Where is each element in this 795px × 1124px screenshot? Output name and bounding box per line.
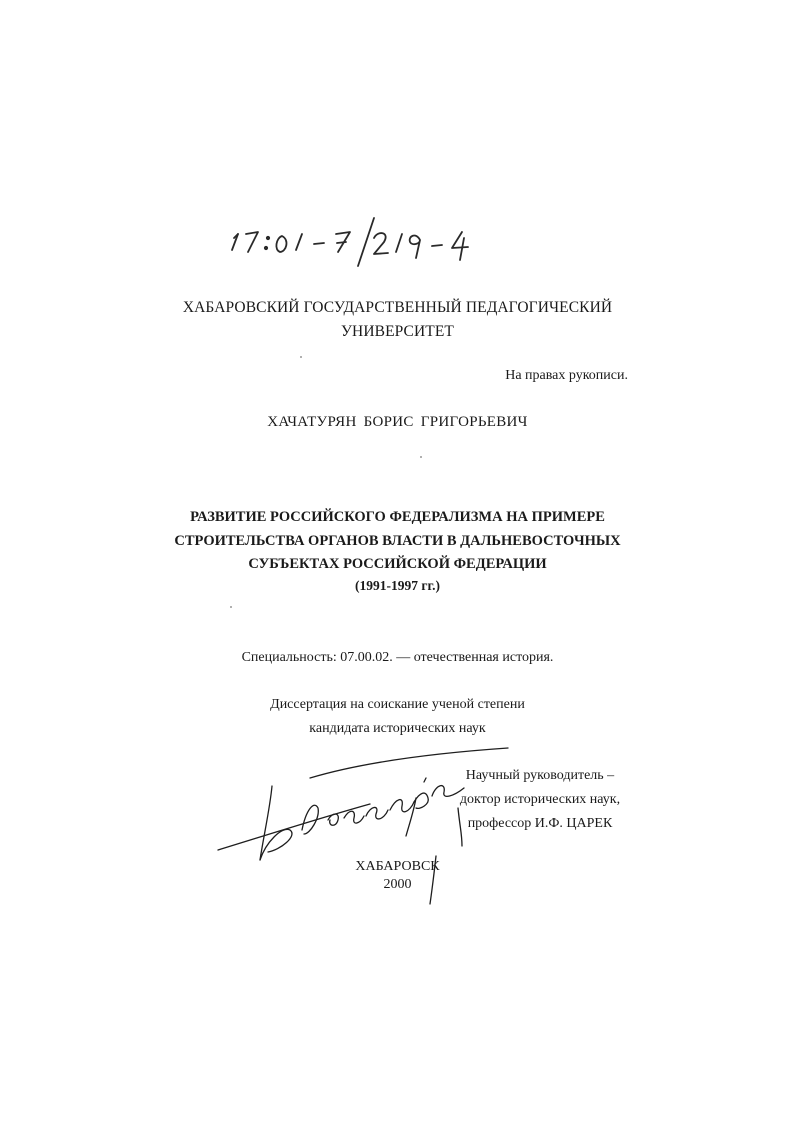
- scan-speck: [300, 356, 302, 358]
- title-line-1: РАЗВИТИЕ РОССИЙСКОГО ФЕДЕРАЛИЗМА НА ПРИМЕРЕ: [190, 509, 605, 525]
- university-name: [0, 296, 795, 344]
- supervisor-line-1: Научный руководитель –: [465, 768, 615, 783]
- degree-line-2: кандидата исторических наук: [309, 721, 486, 736]
- title-period: (1991-1997 гг.): [355, 578, 440, 593]
- specialty: Специальность: 07.00.02. — отечественная история.: [241, 650, 554, 665]
- university-line-1: ХАБАРОВСКИЙ ГОСУДАРСТВЕННЫЙ ПЕДАГОГИЧЕСКИЙ: [182, 299, 613, 316]
- handwritten-catalog-number: [224, 212, 484, 272]
- title-line-3: СУБЪЕКТАХ РОССИЙСКОЙ ФЕДЕРАЦИИ: [248, 556, 547, 572]
- degree-statement: [0, 693, 795, 741]
- title-line-2: СТРОИТЕЛЬСТВА ОРГАНОВ ВЛАСТИ В ДАЛЬНЕВОСТОЧНЫХ: [174, 532, 621, 549]
- year: 2000: [383, 877, 412, 892]
- city: ХАБАРОВСК: [355, 859, 440, 874]
- supervisor-line-2: доктор исторических наук,: [459, 792, 621, 807]
- university-line-2: УНИВЕРСИТЕТ: [340, 323, 454, 340]
- dissertation-title: [0, 506, 795, 577]
- degree-line-1: Диссертация на соискание ученой степени: [270, 697, 525, 712]
- author-name: ХАЧАТУРЯН БОРИС ГРИГОРЬЕВИЧ: [267, 414, 528, 430]
- scan-speck: [420, 456, 422, 458]
- scan-speck: [230, 606, 232, 608]
- rights-note: На правах рукописи.: [505, 368, 628, 383]
- supervisor-line-3: профессор И.Ф. ЦАРЕК: [467, 816, 613, 831]
- city-and-year: [0, 858, 795, 894]
